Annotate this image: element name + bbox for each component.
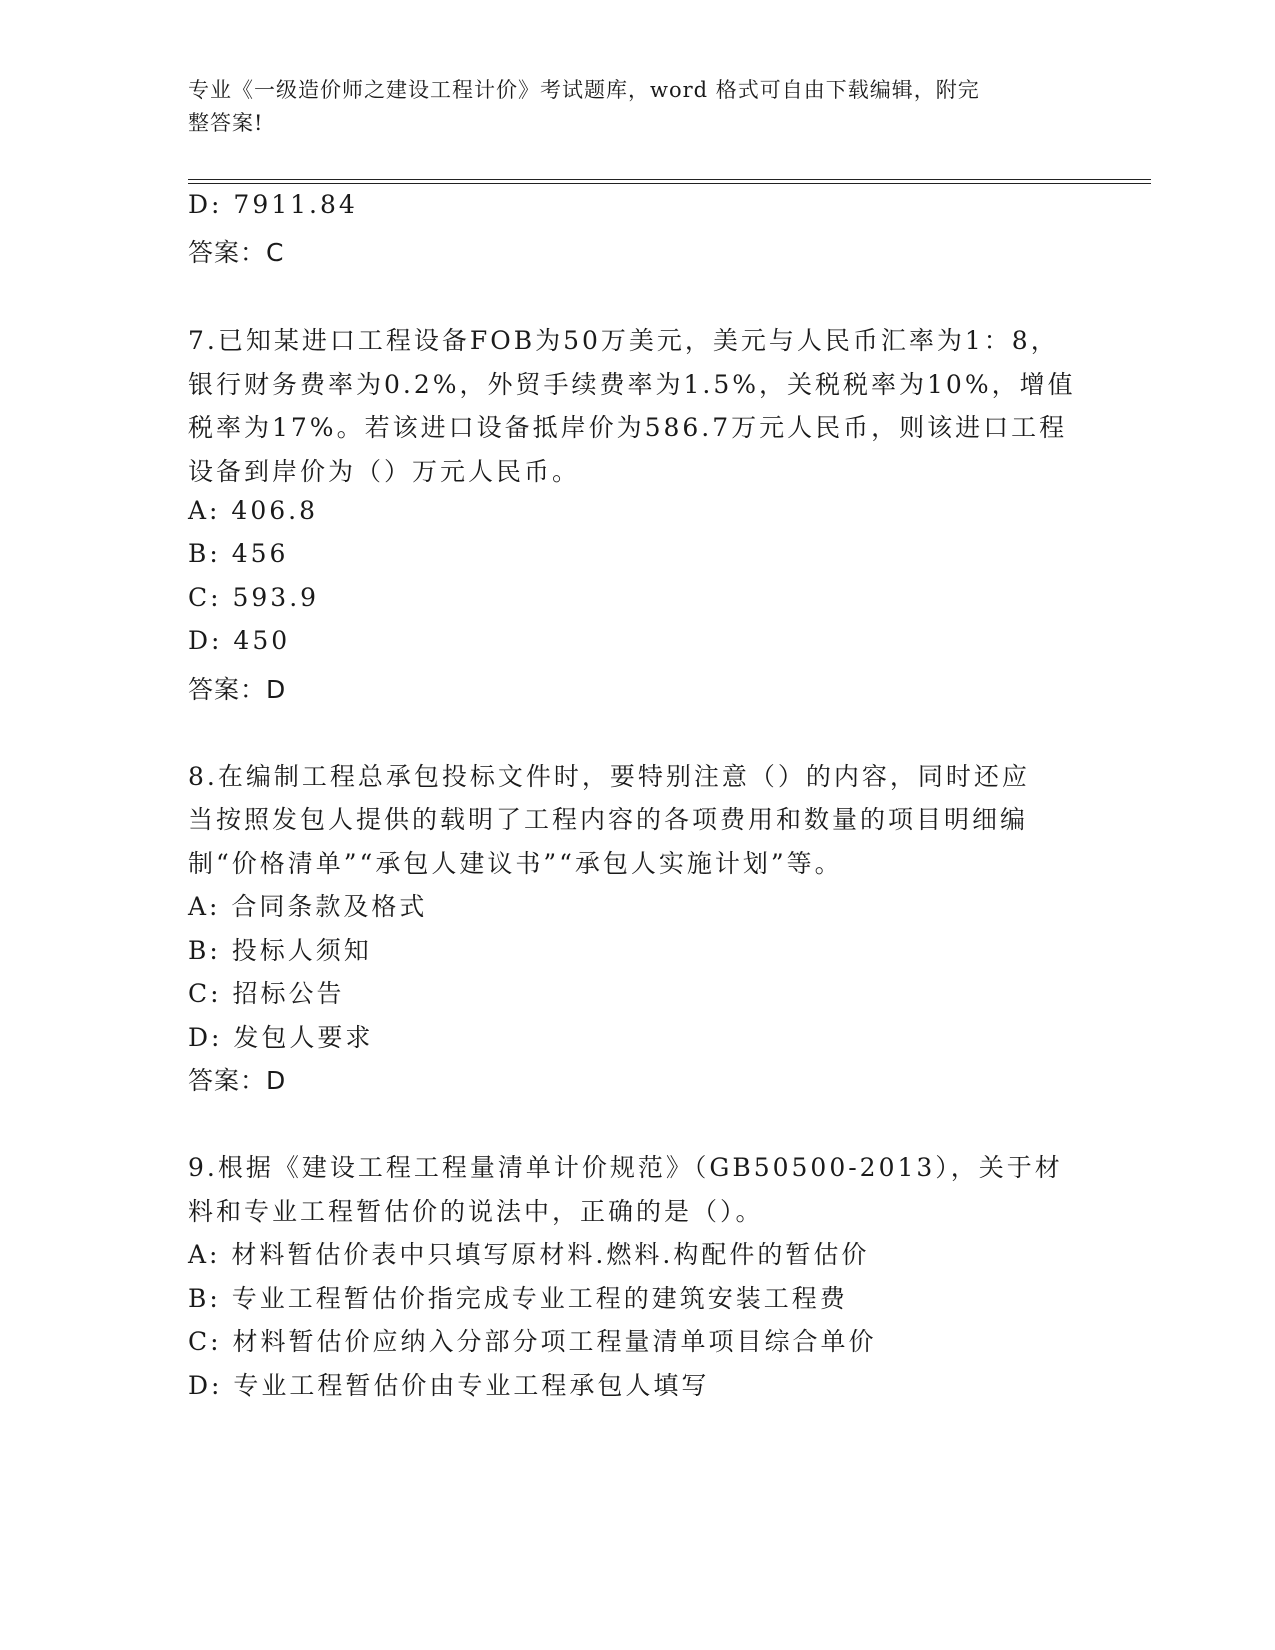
question-7-line-3: 税率为17%。若该进口设备抵岸价为586.7万元人民币，则该进口工程 <box>188 413 1068 442</box>
header-divider-bottom <box>188 183 1151 184</box>
question-9-option-a: A: 材料暂估价表中只填写原材料.燃料.构配件的暂估价 <box>188 1240 870 1269</box>
question-7-option-d: D: 450 <box>188 626 291 655</box>
question-8-line-1: 8.在编制工程总承包投标文件时，要特别注意（）的内容，同时还应 <box>188 762 1030 791</box>
question-7-answer: 答案：D <box>188 675 287 704</box>
question-8-option-d: D: 发包人要求 <box>188 1023 374 1052</box>
question-9-line-1: 9.根据《建设工程工程量清单计价规范》（GB50500-2013），关于材 <box>188 1153 1063 1182</box>
answer-line: 答案：C <box>188 238 285 267</box>
header-divider-top <box>188 179 1151 180</box>
page-header <box>188 74 1068 140</box>
question-8-answer: 答案：D <box>188 1066 287 1095</box>
option-d: D: 7911.84 <box>188 190 358 219</box>
header-line-2: 整答案! <box>188 111 264 135</box>
question-8-option-a: A: 合同条款及格式 <box>188 892 428 921</box>
question-7-line-4: 设备到岸价为（）万元人民币。 <box>188 457 581 486</box>
question-7-line-2: 银行财务费率为0.2%，外贸手续费率为1.5%，关税税率为10%，增值 <box>188 370 1076 399</box>
question-8-option-b: B: 投标人须知 <box>188 936 372 965</box>
question-7-option-b: B: 456 <box>188 539 289 568</box>
question-9-option-c: C: 材料暂估价应纳入分部分项工程量清单项目综合单价 <box>188 1327 877 1356</box>
question-7-option-c: C: 593.9 <box>188 583 320 612</box>
question-8-line-2: 当按照发包人提供的载明了工程内容的各项费用和数量的项目明细编 <box>188 805 1029 834</box>
question-8-line-3: 制“价格清单”“承包人建议书”“承包人实施计划”等。 <box>188 849 843 878</box>
question-8-option-c: C: 招标公告 <box>188 979 345 1008</box>
question-9-option-d: D: 专业工程暂估价由专业工程承包人填写 <box>188 1371 710 1400</box>
header-line-1: 专业《一级造价师之建设工程计价》考试题库，word 格式可自由下载编辑，附完 <box>188 78 980 102</box>
question-7-option-a: A: 406.8 <box>188 496 318 525</box>
question-9-line-2: 料和专业工程暂估价的说法中，正确的是（）。 <box>188 1197 764 1226</box>
question-7-line-1: 7.已知某进口工程设备FOB为50万美元，美元与人民币汇率为1：8， <box>188 326 1059 355</box>
question-9-option-b: B: 专业工程暂估价指完成专业工程的建筑安装工程费 <box>188 1284 848 1313</box>
